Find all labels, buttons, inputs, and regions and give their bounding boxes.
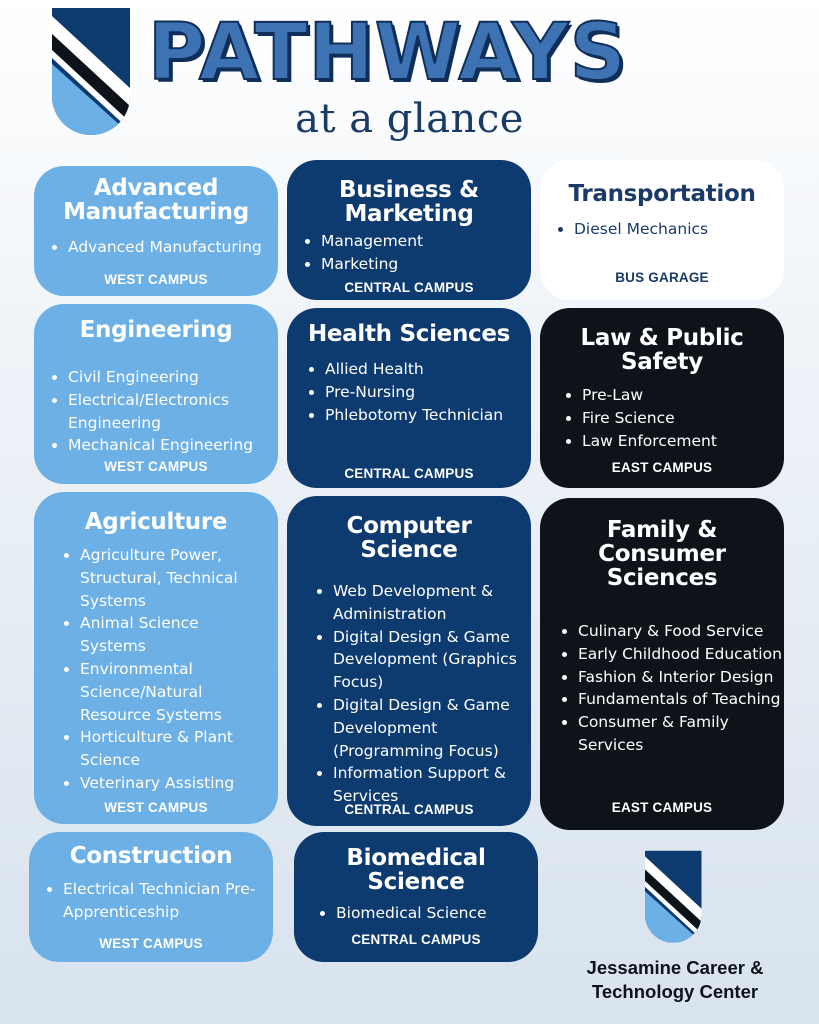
list-item: • Horticulture & Plant Science [80,726,264,772]
campus-label: WEST CAMPUS [104,272,208,287]
list-item: • Biomedical Science [336,902,524,925]
list-item: • Agriculture Power, Structural, Technical Systems [80,544,264,612]
list-item: • Early Childhood Education [578,643,782,666]
campus-label: CENTRAL CAMPUS [344,802,474,817]
list-item: • Environmental Science/Natural Resource Systems [80,658,264,726]
list-item: • Web Development & Administration [333,580,517,626]
list-item: • Electrical/Electronics Engineering [68,389,264,435]
list-item: • Phlebotomy Technician [325,404,517,427]
campus-label: WEST CAMPUS [104,800,208,815]
pathway-card-health-sciences [287,308,531,488]
list-item: • Fundamentals of Teaching [578,688,782,711]
logo-shield-bottom-icon [645,850,703,944]
organization-name-line-1: Jessamine Career & [586,957,764,978]
pathway-card-engineering [34,304,278,484]
card-title: Construction [69,843,233,869]
list-item: • Electrical Technician Pre-Apprenticeship [63,878,259,924]
campus-label: BUS GARAGE [615,270,709,285]
card-title: Engineering [79,317,233,343]
campus-label: WEST CAMPUS [104,459,208,474]
list-item: • Culinary & Food Service [578,620,782,643]
pathway-card-biomedical-science [294,832,538,962]
campus-label: WEST CAMPUS [99,936,203,951]
campus-label: EAST CAMPUS [611,800,713,815]
page-title: PATHWAYS [148,8,627,98]
list-item: • Digital Design & Game Development (Programming Focus) [333,694,517,762]
pathway-card-transportation [540,160,784,300]
card-title: Agriculture [84,509,228,535]
pathway-card-family-consumer-sciences [540,498,784,830]
list-item: • Veterinary Assisting [80,772,264,795]
pathway-card-construction [29,832,273,962]
list-item: • Advanced Manufacturing [68,236,264,259]
list-item: • Pre-Law [582,384,770,407]
card-title: Advanced Manufacturing [63,175,249,225]
list-item: • Fashion & Interior Design [578,666,782,689]
card-title: Business & Marketing [339,177,479,227]
card-title: Law & Public Safety [580,325,744,375]
card-title: Computer Science [346,513,472,563]
card-title: Family & Consumer Sciences [598,517,726,591]
pathway-card-agriculture [34,492,278,824]
list-item: • Information Support & Services [333,762,517,808]
campus-label: CENTRAL CAMPUS [344,466,474,481]
list-item: • Allied Health [325,358,517,381]
list-item: • Animal Science Systems [80,612,264,658]
pathway-card-business-marketing [287,160,531,300]
campus-label: CENTRAL CAMPUS [351,932,481,947]
list-item: • Law Enforcement [582,430,770,453]
list-item: • Diesel Mechanics [574,218,770,241]
list-item: • Consumer & Family Services [578,711,782,757]
campus-label: CENTRAL CAMPUS [344,280,474,295]
pathway-card-advanced-manufacturing [34,166,278,296]
organization-name-line-2: Technology Center [591,981,759,1002]
pathway-card-law-public-safety [540,308,784,488]
list-item: • Marketing [321,253,517,276]
organization-name [560,956,790,1004]
list-item: • Digital Design & Game Development (Graphics Focus) [333,626,517,694]
card-title: Transportation [568,181,756,207]
card-title: Health Sciences [307,321,511,347]
page-subtitle: at a glance [295,96,524,142]
list-item: • Mechanical Engineering [68,434,264,457]
list-item: • Civil Engineering [68,366,264,389]
pathway-card-computer-science [287,496,531,826]
list-item: • Fire Science [582,407,770,430]
card-title: Biomedical Science [346,845,486,895]
list-item: • Pre-Nursing [325,381,517,404]
list-item: • Management [321,230,517,253]
campus-label: EAST CAMPUS [611,460,713,475]
